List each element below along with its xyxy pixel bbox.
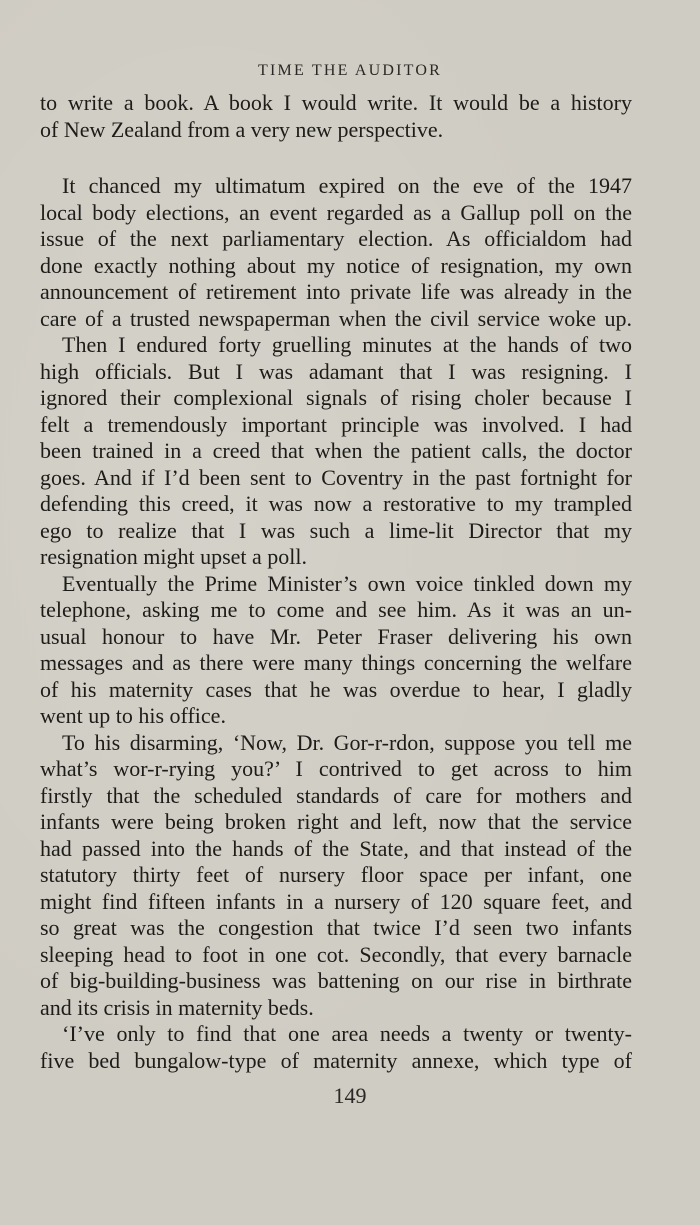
text-line: ego to realize that I was such a lime-lit Director that my (40, 517, 632, 543)
text-line: telephone, asking me to come and see him. As it was an un- (40, 597, 632, 622)
text-line: of New Zealand from a very new perspective. (40, 116, 444, 142)
text-line: Eventually the Prime Minister’s own voice tinkled down my (62, 570, 632, 596)
section-break (40, 143, 632, 173)
text-line: of big-building-business was battening on our rise in birthrate (40, 968, 632, 993)
text-line: so great was the congestion that twice I’d seen two infants (40, 915, 632, 940)
text-line: firstly that the scheduled standards of care for mothers and (40, 782, 632, 808)
body-text (40, 90, 632, 1074)
text-line: and its crisis in maternity beds. (40, 994, 314, 1020)
text-line: ignored their complexional signals of rising choler because I (40, 385, 632, 410)
text-line: issue of the next parliamentary election. As officialdom had (40, 226, 632, 251)
text-line: might find fifteen infants in a nursery of 120 square feet, and (40, 888, 632, 914)
text-line: resignation might upset a poll. (40, 544, 308, 569)
text-line: Then I endured forty gruelling minutes at the hands of two (62, 332, 632, 357)
text-line: done exactly nothing about my notice of resignation, my own (40, 252, 632, 278)
text-line: went up to his office. (40, 703, 226, 728)
text-line: to write a book. A book I would write. It would be a history (40, 90, 632, 115)
text-line: care of a trusted newspaperman when the civil service woke up. (40, 305, 632, 331)
text-line: It chanced my ultimatum expired on the eve of the 1947 (62, 173, 632, 198)
text-line: To his disarming, ‘Now, Dr. Gor-r-rdon, suppose you tell me (62, 729, 632, 755)
text-line: ‘I’ve only to find that one area needs a twenty or twenty- (62, 1021, 632, 1046)
text-line: statutory thirty feet of nursery floor space per infant, one (40, 862, 632, 887)
text-line: usual honour to have Mr. Peter Fraser delivering his own (40, 623, 632, 649)
text-line: sleeping head to foot in one cot. Secondly, that every barnacle (40, 941, 632, 967)
text-line: messages and as there were many things concerning the welfare (40, 650, 632, 675)
text-line: had passed into the hands of the State, and that instead of the (40, 835, 632, 861)
text-line: what’s wor-r-rying you?’ I contrived to get across to him (40, 756, 632, 781)
text-line: high officials. But I was adamant that I was resigning. I (40, 358, 632, 384)
text-line: been trained in a creed that when the patient calls, the doctor (40, 438, 632, 463)
text-line: defending this creed, it was now a restorative to my trampled (40, 491, 632, 516)
text-line: of his maternity cases that he was overdue to hear, I gladly (40, 676, 632, 702)
text-line: local body elections, an event regarded as a Gallup poll on the (40, 199, 632, 225)
text-line: goes. And if I’d been sent to Coventry in the past fortnight for (40, 464, 632, 490)
page-number: 149 (333, 1083, 367, 1108)
text-line: announcement of retirement into private life was already in the (40, 279, 632, 304)
text-line: felt a tremendously important principle was involved. I had (40, 411, 632, 437)
running-head: TIME THE AUDITOR (258, 62, 442, 79)
text-line: five bed bungalow-type of maternity annexe, which type of (40, 1047, 632, 1073)
text-line: infants were being broken right and left, now that the service (40, 809, 632, 834)
